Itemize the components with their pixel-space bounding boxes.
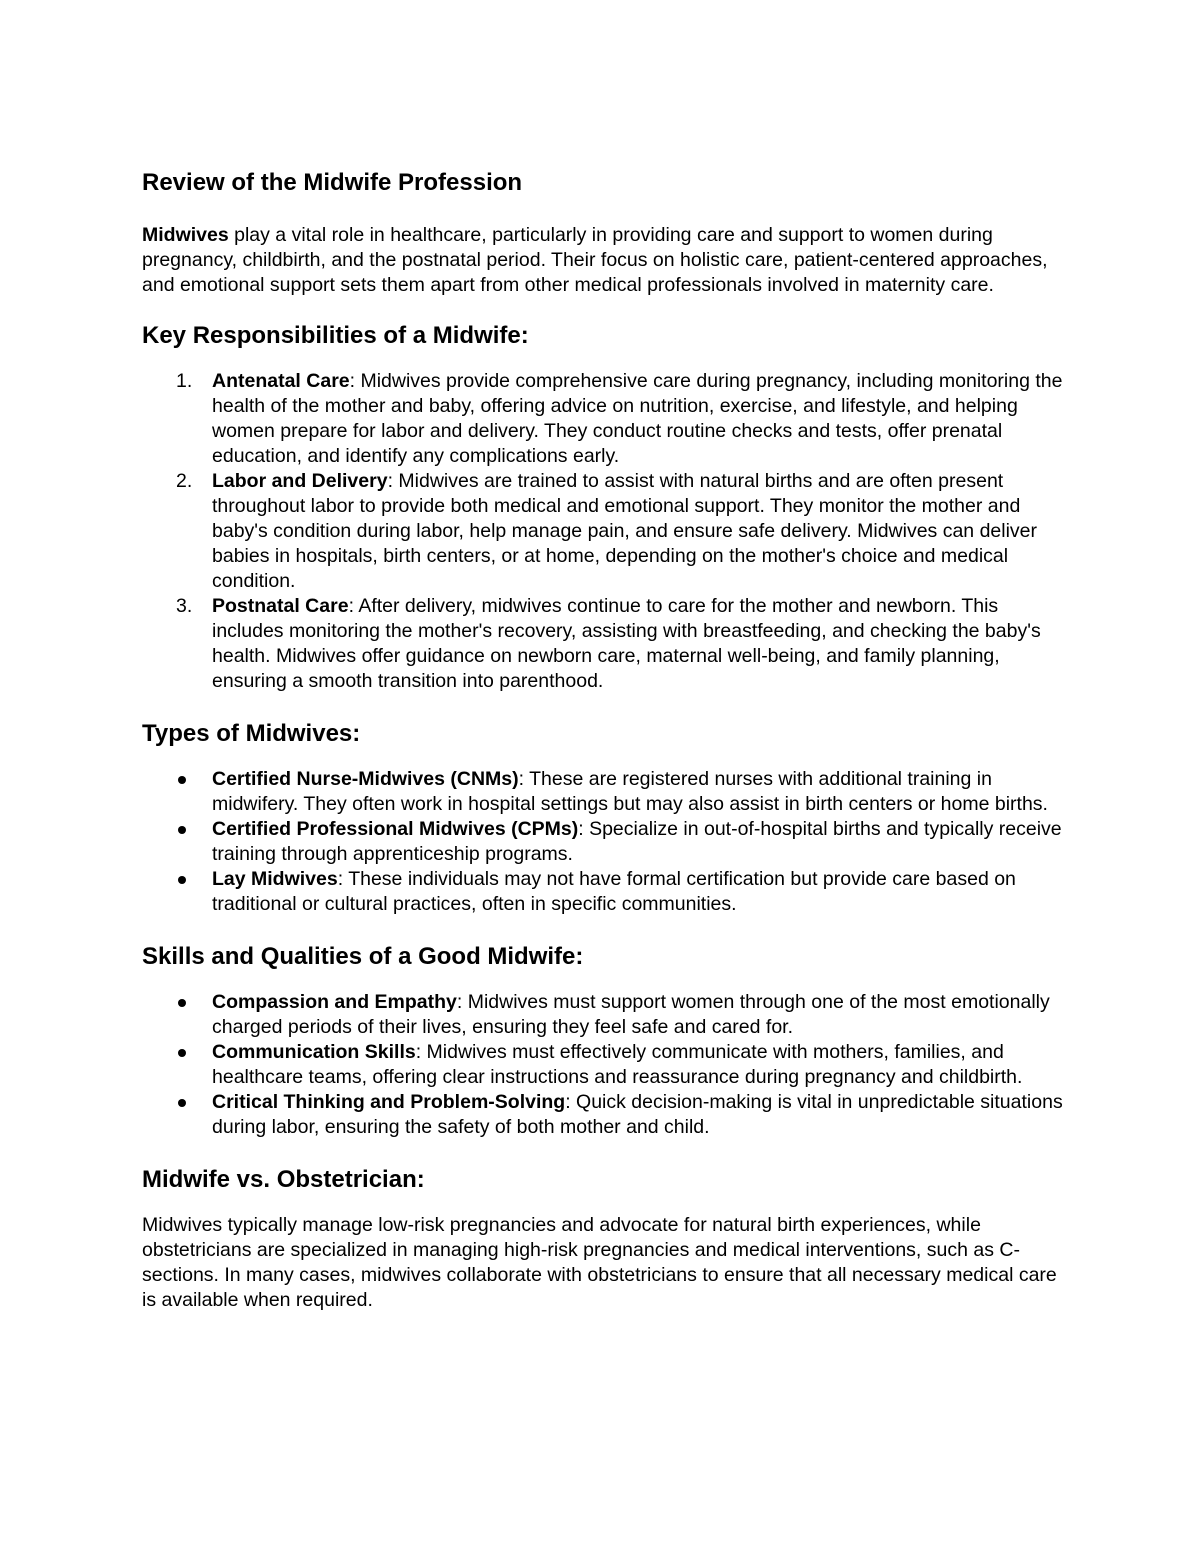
item-text: : Midwives are trained to assist with natural births and are often present throughout labor to provide both medical and emotional support. They monitor the mother and baby's condition during labor, help manage pain, and ensure safe delivery. Midwives can deliver babies in hospitals, birth centers, or at home, depending on the mother's choice and medical condition. <box>212 470 1038 592</box>
bullet-icon <box>178 1049 186 1057</box>
bullet-icon <box>178 876 186 884</box>
item-term: Labor and Delivery <box>212 470 388 492</box>
intro-paragraph <box>142 223 1067 298</box>
list-item <box>142 369 1067 469</box>
bullet-icon <box>178 826 186 834</box>
list-number: 1. <box>176 370 193 392</box>
responsibilities-heading: Key Responsibilities of a Midwife: <box>142 322 529 349</box>
item-text: : Specialize in out-of-hospital births and typically receive training through apprenticeship programs. <box>212 818 1062 865</box>
comparison-heading: Midwife vs. Obstetrician: <box>142 1166 425 1193</box>
intro-text: play a vital role in healthcare, particularly in providing care and support to women during pregnancy, childbirth, and the postnatal period. Their focus on holistic care, patient-centered approaches, and emotional support sets them apart from other medical professionals involved in maternity care. <box>142 224 1048 296</box>
item-text: : Quick decision-making is vital in unpredictable situations during labor, ensuring the safety of both mother and child. <box>212 1091 1063 1138</box>
list-item <box>142 817 1067 867</box>
item-text: : Midwives provide comprehensive care during pregnancy, including monitoring the health of the mother and baby, offering advice on nutrition, exercise, and lifestyle, and helping women prepare for labor and delivery. They conduct routine checks and tests, offer prenatal education, and identify any complications early. <box>212 370 1063 467</box>
list-number: 2. <box>176 470 193 492</box>
list-item <box>142 594 1067 694</box>
list-item <box>142 867 1067 917</box>
list-item <box>142 1090 1067 1140</box>
skills-list <box>142 990 1067 1140</box>
bullet-icon <box>178 999 186 1007</box>
item-text: : These individuals may not have formal certification but provide care based on traditional or cultural practices, often in specific communities. <box>212 868 1016 915</box>
list-item <box>142 469 1067 594</box>
bullet-icon <box>178 776 186 784</box>
document-title: Review of the Midwife Profession <box>142 169 523 196</box>
item-text: : These are registered nurses with additional training in midwifery. They often work in hospital settings but may also assist in birth centers or home births. <box>212 768 1048 815</box>
bullet-icon <box>178 1099 186 1107</box>
item-term: Critical Thinking and Problem-Solving <box>212 1091 566 1113</box>
responsibilities-list <box>142 369 1067 694</box>
item-term: Antenatal Care <box>212 370 350 392</box>
list-number: 3. <box>176 595 193 617</box>
intro-lead-term: Midwives <box>142 224 229 246</box>
item-text: : After delivery, midwives continue to care for the mother and newborn. This includes monitoring the mother's recovery, assisting with breastfeeding, and checking the baby's health. Midwives offer guidance on newborn care, maternal well-being, and family planning, ensuring a smooth transition into parenthood. <box>212 595 1041 692</box>
comparison-paragraph: Midwives typically manage low-risk pregnancies and advocate for natural birth experiences, while obstetricians are specialized in managing high-risk pregnancies and medical interventions, such as C-sections. In many cases, midwives collaborate with obstetricians to ensure that all necessary medical care is available when required. <box>142 1214 1057 1311</box>
list-item <box>142 1040 1067 1090</box>
item-term: Certified Nurse-Midwives (CNMs) <box>212 768 519 790</box>
skills-heading: Skills and Qualities of a Good Midwife: <box>142 943 584 970</box>
item-text: : Midwives must support women through one of the most emotionally charged periods of their lives, ensuring they feel safe and cared for. <box>212 991 1050 1038</box>
document-page <box>142 168 1067 1313</box>
list-item <box>142 767 1067 817</box>
item-text: : Midwives must effectively communicate with mothers, families, and healthcare teams, offering clear instructions and reassurance during pregnancy and childbirth. <box>212 1041 1023 1088</box>
item-term: Lay Midwives <box>212 868 338 890</box>
item-term: Postnatal Care <box>212 595 349 617</box>
item-term: Communication Skills <box>212 1041 416 1063</box>
item-term: Certified Professional Midwives (CPMs) <box>212 818 579 840</box>
types-list <box>142 767 1067 917</box>
types-heading: Types of Midwives: <box>142 720 361 747</box>
item-term: Compassion and Empathy <box>212 991 457 1013</box>
list-item <box>142 990 1067 1040</box>
